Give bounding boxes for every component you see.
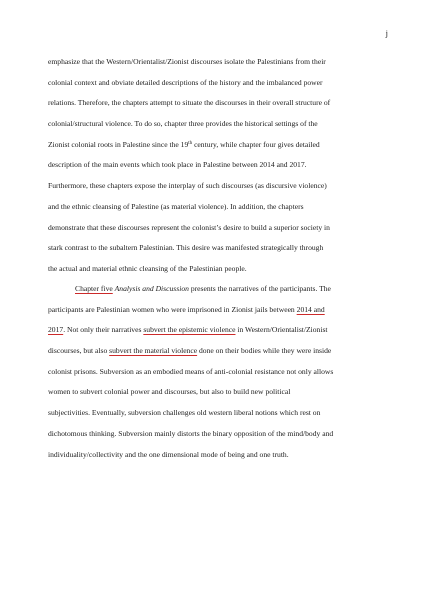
text-line: Furthermore, these chapters expose the interplay of such discourses (as discursive violence) — [48, 181, 327, 191]
text-line: and the ethnic cleansing of Palestine (as material violence). In addition, the chapters — [48, 201, 304, 211]
text-fragment: discourses, but also — [48, 346, 110, 356]
text-line: emphasize that the Western/Orientalist/Zionist discourses isolate the Palestinians from their — [48, 57, 326, 66]
spellcheck-underlined-text: subvert the epistemic violence — [143, 325, 236, 335]
text-line: subjectivities. Eventually, subversion challenges old western liberal notions which rest on — [48, 408, 321, 418]
text-fragment: done on their bodies while they were inside — [197, 346, 332, 356]
superscript: th — [188, 140, 193, 146]
text-line — [48, 279, 378, 300]
spellcheck-underlined-text: 2014 and — [296, 304, 325, 314]
text-line: colonial/structural violence. To do so, chapter three provides the historical settings of the — [48, 119, 318, 129]
chapter-title: Analysis and Discussion — [114, 284, 189, 293]
spellcheck-underlined-text: Chapter five — [75, 284, 113, 293]
text-line: description of the main events which took place in Palestine between 2014 and 2017. — [48, 160, 307, 170]
text-fragment: Zionist colonial roots in Palestine since the 19 — [48, 139, 189, 149]
paragraph-chapters-overview — [48, 52, 378, 280]
text-line: individuality/collectivity and the one dimensional mode of being and one truth. — [48, 449, 289, 459]
text-line: dichotomous thinking. Subversion mainly distorts the binary opposition of the mind/body and — [48, 428, 334, 438]
text-fragment: presents the narratives of the participants. The — [188, 284, 331, 293]
text-line — [48, 320, 378, 341]
text-line: relations. Therefore, the chapters attempt to situate the discourses in their overall structure of — [48, 98, 331, 108]
text-fragment: participants are Palestinian women who were imprisoned in Zionist jails between — [48, 304, 297, 314]
page-number: j — [385, 28, 388, 38]
spellcheck-underlined-text: 2017 — [48, 325, 64, 335]
text-line: demonstrate that these discourses represent the colonist’s desire to build a superior society in — [48, 222, 330, 232]
paragraph-chapter-five — [48, 279, 378, 465]
text-line: colonial context and obviate detailed descriptions of the history and the imbalanced power — [48, 77, 323, 87]
text-line — [48, 341, 378, 362]
text-line: colonist prisons. Subversion as an embodied means of anti-colonial resistance not only allows — [48, 366, 334, 376]
text-line: the actual and material ethnic cleansing of the Palestinian people. — [48, 263, 247, 273]
text-fragment: century, while chapter four gives detailed — [194, 139, 320, 149]
text-fragment: . Not only their narratives — [63, 325, 144, 335]
text-line — [48, 300, 378, 321]
text-line: women to subvert colonial power and discourses, but also to build new political — [48, 387, 291, 397]
text-line: stark contrast to the subaltern Palestinian. This desire was manifested strategically through — [48, 243, 324, 253]
text-line — [48, 135, 378, 156]
text-fragment: in Western/Orientalist/Zionist — [235, 325, 328, 335]
spellcheck-underlined-text: subvert the material violence — [109, 346, 198, 356]
